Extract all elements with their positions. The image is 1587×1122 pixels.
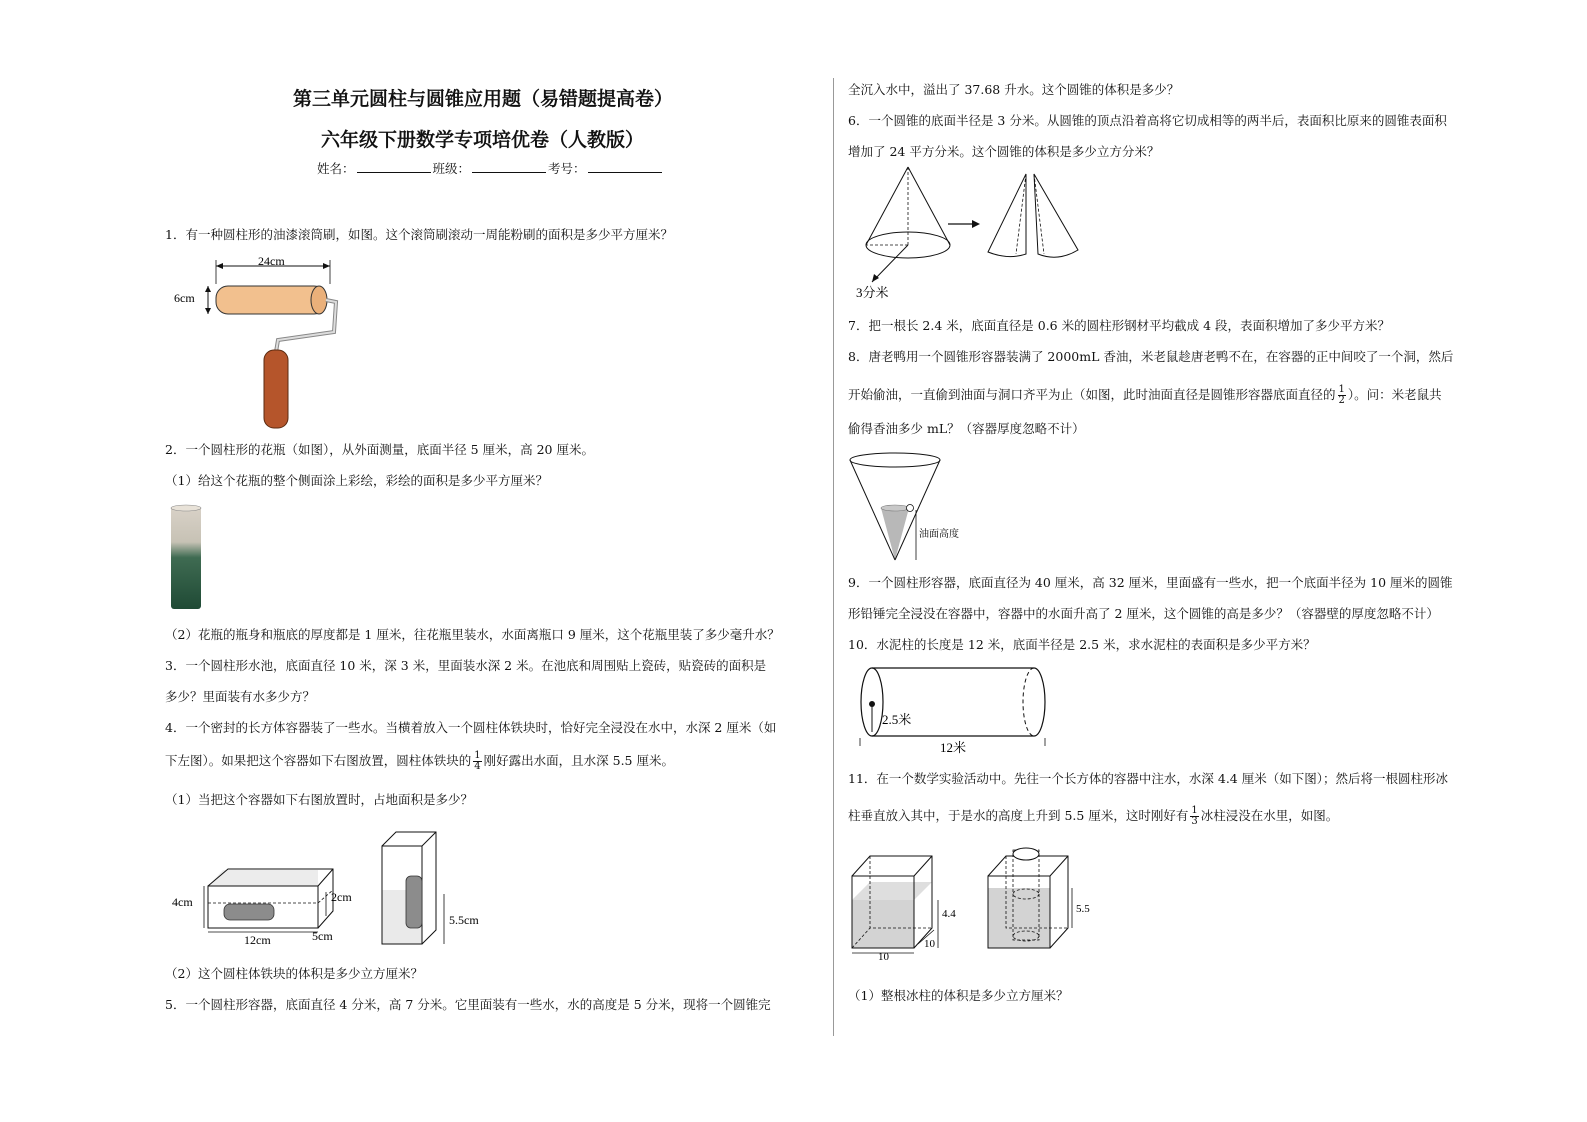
question-4-part-1: （1）当把这个容器如下右图放置时，占地面积是多少？ <box>165 792 473 807</box>
pillar-length-label: 12米 <box>940 740 967 755</box>
cube-width-label: 10 <box>878 951 889 963</box>
deep-water-label: 5.5cm <box>449 913 479 927</box>
question-9-line-1: 9．一个圆柱形容器，底面直径为 40 厘米，高 32 厘米，里面盛有一些水，把一个底面半径为 10 厘米的圆锥 <box>848 575 1453 590</box>
oil-cone-figure <box>848 448 978 564</box>
question-5-line-2: 全沉入水中，溢出了 37.68 升水。这个圆锥的体积是多少？ <box>848 82 1180 97</box>
column-divider <box>833 78 834 1036</box>
question-4-line-1: 4．一个密封的长方体容器装了一些水。当横着放入一个圆柱体铁块时，恰好完全浸没在水中，水深 2 厘米（如 <box>165 720 777 735</box>
roller-handle <box>264 350 288 428</box>
water-depth-label: 2cm <box>331 890 352 904</box>
question-11-line-2: 柱垂直放入其中，于是水的高度上升到 5.5 厘米，这时刚好有 $\frac{1}{3}$ 冰柱浸没在水里，如图。 <box>848 805 1339 827</box>
oil-fill <box>881 508 909 560</box>
container-figures <box>168 828 498 950</box>
ice-column-figures <box>846 842 1106 966</box>
cone-radius-label: 3分米 <box>856 285 889 300</box>
cone-half-right <box>1034 174 1078 257</box>
iron-cylinder-horizontal <box>224 904 274 920</box>
question-3-line-1: 3．一个圆柱形水池，底面直径 10 米，深 3 米，里面装水深 2 米。在池底和周围贴上瓷砖，贴瓷砖的面积是 <box>165 658 767 673</box>
name-label: 姓名： <box>317 161 355 176</box>
question-8-line-1: 8．唐老鸭用一个圆锥形容器装满了 2000mL 香油，米老鼠趁唐老鸭不在，在容器的正中间咬了一个洞，然后 <box>848 349 1454 364</box>
name-blank[interactable] <box>357 160 431 173</box>
student-info-row <box>317 160 664 177</box>
question-11-part-1: （1）整根冰柱的体积是多少立方厘米？ <box>848 988 1069 1003</box>
water-depth-2-label: 5.5 <box>1076 903 1090 915</box>
question-8-line-3: 偷得香油多少 mL？（容器厚度忽略不计） <box>848 421 1085 436</box>
question-9-line-2: 形铅锤完全浸没在容器中，容器中的水面升高了 2 厘米，这个圆锥的高是多少？（容器壁的厚度忽略不计） <box>848 606 1439 621</box>
iron-cylinder-vertical <box>406 876 422 928</box>
box-height-label: 4cm <box>172 895 193 909</box>
vase-body <box>171 506 201 609</box>
page-subtitle: 六年级下册数学专项培优卷（人教版） <box>321 129 645 151</box>
question-7: 7．把一根长 2.4 米，底面直径是 0.6 米的圆柱形钢材平均截成 4 段，表面积增加了多少平方米？ <box>848 318 1391 333</box>
exam-blank[interactable] <box>588 160 662 173</box>
roller-length-label: 24cm <box>258 254 285 268</box>
question-6-line-2: 增加了 24 平方分米。这个圆锥的体积是多少立方分米？ <box>848 144 1160 159</box>
question-4-line-2: 下左图）。如果把这个容器如下右图放置，圆柱体铁块的 $\frac{1}{4}$ 刚好露出水面，且水深 5.5 厘米。 <box>165 750 674 772</box>
exam-label: 考号： <box>548 161 586 176</box>
class-blank[interactable] <box>472 160 546 173</box>
question-1: 1．有一种圆柱形的油漆滚筒刷，如图。这个滚筒刷滚动一周能粉刷的面积是多少平方厘米？ <box>165 227 673 242</box>
question-11-line-1: 11．在一个数学实验活动中。先往一个长方体的容器中注水，水深 4.4 厘米（如下图）；然后将一根圆柱形冰 <box>848 771 1448 786</box>
question-2-part-2: （2）花瓶的瓶身和瓶底的厚度都是 1 厘米，往花瓶里装水，水面离瓶口 9 厘米，这个花瓶里装了多少毫升水？ <box>165 627 780 642</box>
fraction-one-half: $\frac{1}{2}$ <box>1338 384 1345 406</box>
oil-height-label: 油面高度 <box>919 529 959 540</box>
cube-depth-label: 10 <box>924 938 935 950</box>
class-label: 班级： <box>432 161 471 176</box>
question-6-line-1: 6．一个圆锥的底面半径是 3 分米。从圆锥的顶点沿着高将它切成相等的两半后，表面积比原来的圆锥表面积 <box>848 113 1447 128</box>
cone-cut-figure <box>848 162 1088 302</box>
water-depth-1-label: 4.4 <box>942 908 956 920</box>
question-8-line-2: 开始偷油，一直偷到油面与洞口齐平为止（如图，此时油面直径是圆锥形容器底面直径的 $\frac{1}{2}$ ）。问：米老鼠共 <box>848 384 1442 406</box>
page-title: 第三单元圆柱与圆锥应用题（易错题提高卷） <box>293 88 674 110</box>
fraction-one-third: $\frac{1}{3}$ <box>1191 805 1198 827</box>
concrete-pillar-figure <box>852 662 1062 758</box>
fraction-one-quarter: $\frac{1}{4}$ <box>474 750 481 772</box>
hole-marker <box>907 505 914 512</box>
cone-half-left <box>988 174 1026 257</box>
paint-roller-figure <box>168 252 348 432</box>
question-2-part-1: （1）给这个花瓶的整个侧面涂上彩绘，彩绘的面积是多少平方厘米？ <box>165 473 548 488</box>
question-3-line-2: 多少？里面装有水多少方？ <box>165 689 316 704</box>
box-width-label: 5cm <box>312 929 333 943</box>
question-5-line-1: 5．一个圆柱形容器，底面直径 4 分米，高 7 分米。它里面装有一些水，水的高度是 5 分米，现将一个圆锥完 <box>165 997 771 1012</box>
cone-top <box>850 453 940 467</box>
vase-figure <box>166 503 206 611</box>
roller-diameter-label: 6cm <box>174 291 195 305</box>
pillar-radius-label: 2.5米 <box>882 712 912 727</box>
box-length-label: 12cm <box>244 933 271 947</box>
question-10: 10．水泥柱的长度是 12 米，底面半径是 2.5 米，求水泥柱的表面积是多少平方米？ <box>848 637 1316 652</box>
question-4-part-2: （2）这个圆柱体铁块的体积是多少立方厘米？ <box>165 966 423 981</box>
roller-cylinder <box>216 286 326 314</box>
question-2: 2．一个圆柱形的花瓶（如图），从外面测量，底面半径 5 厘米，高 20 厘米。 <box>165 442 594 457</box>
